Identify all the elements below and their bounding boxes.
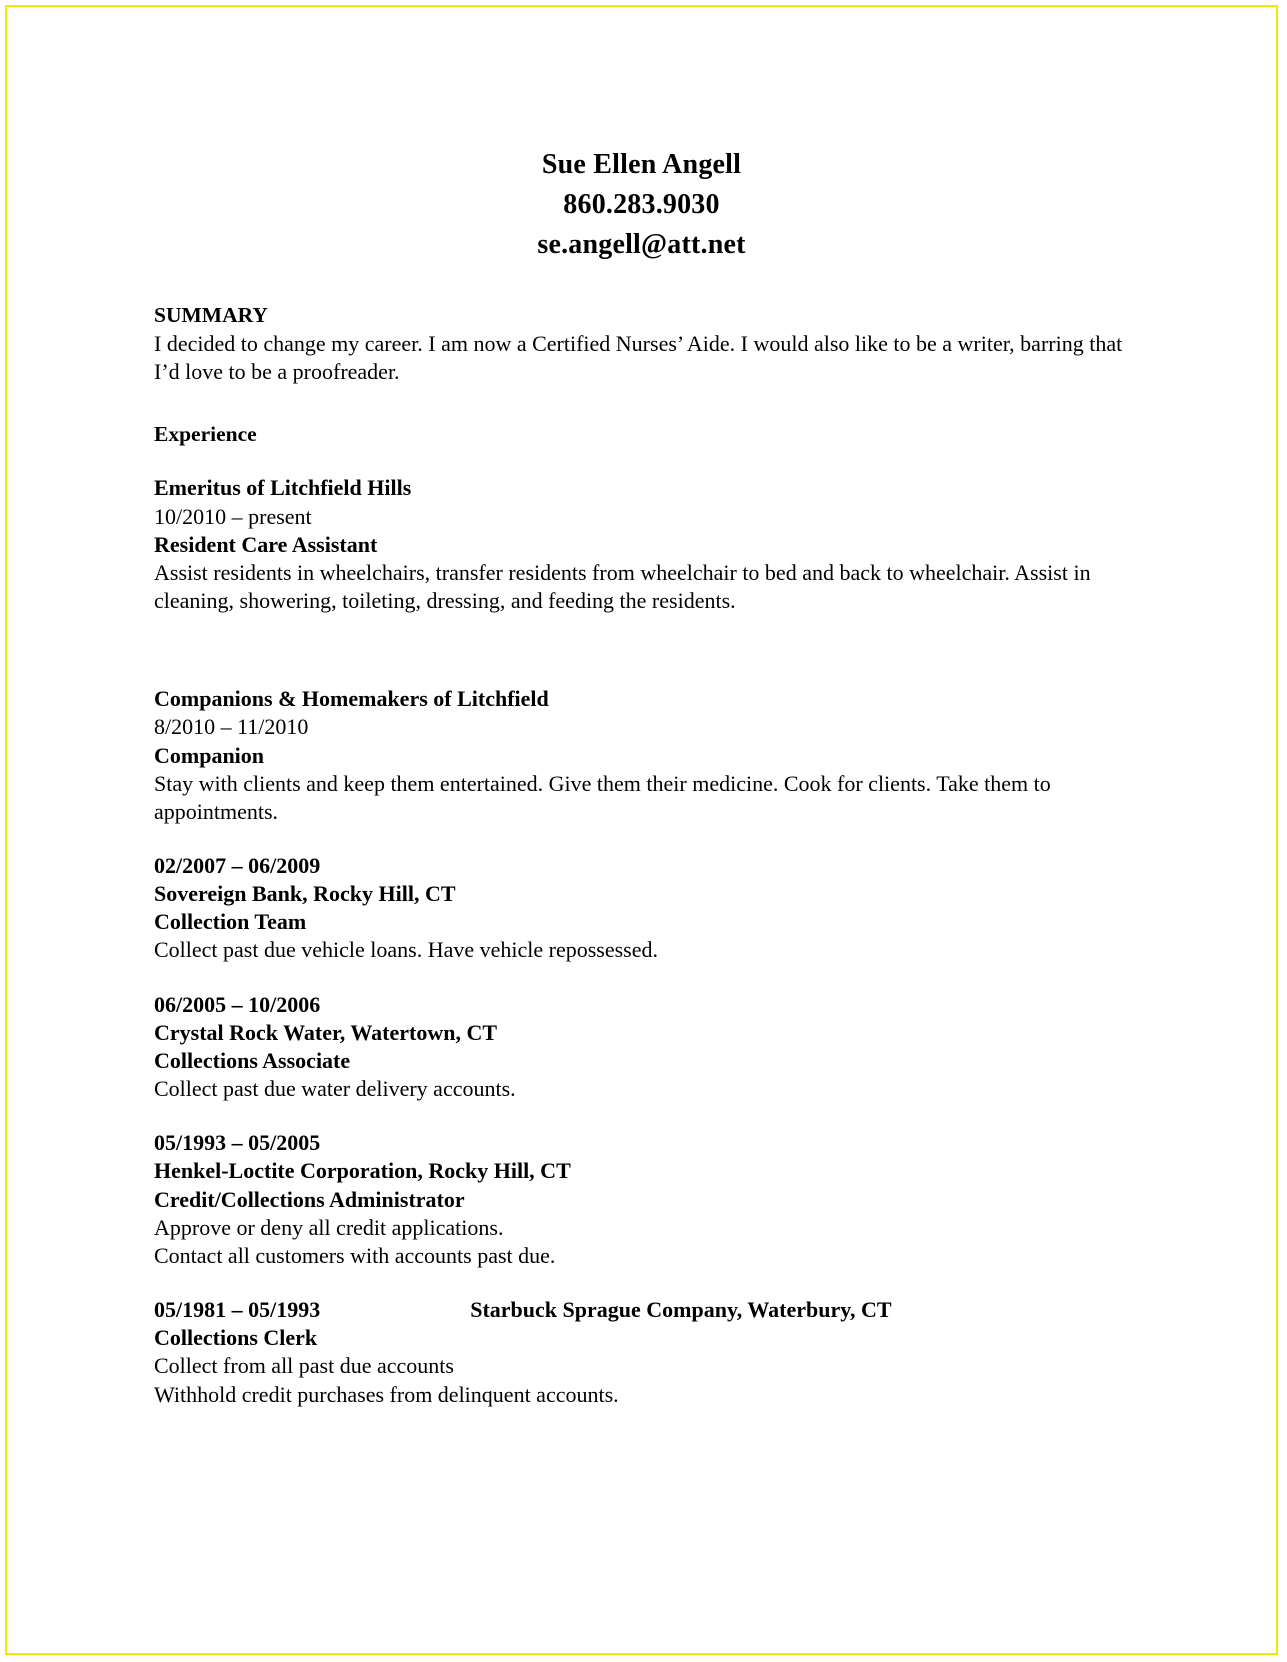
job-description: Approve or deny all credit applications. <box>154 1214 504 1240</box>
job-title: Resident Care Assistant <box>154 531 378 557</box>
job-employer: Starbuck Sprague Company, Waterbury, CT <box>470 1297 892 1323</box>
job-dates: 05/1981 – 05/1993 <box>154 1297 321 1323</box>
job-description: Assist residents in wheelchairs, transfer residents from wheelchair to bed and back to wheelchair. Assist in cleaning, showering, toileting, dressing, and feeding the residents. <box>154 559 1091 614</box>
spacer <box>154 965 1129 991</box>
job-dates-employer-row <box>154 1296 1129 1324</box>
job-description: Stay with clients and keep them entertained. Give them their medicine. Cook for clients. Take them to appointments. <box>154 770 1051 824</box>
experience-heading: Experience <box>154 421 257 446</box>
spacer <box>154 448 1129 474</box>
spacer <box>154 1103 1129 1129</box>
job-dates: 05/1993 – 05/2005 <box>154 1130 321 1156</box>
job-description-extra: Withhold credit purchases from delinquent accounts. <box>154 1381 619 1407</box>
job-employer: Crystal Rock Water, Watertown, CT <box>154 1019 498 1045</box>
resume-document <box>154 145 1129 1409</box>
job-title: Collection Team <box>154 909 307 935</box>
spacer <box>154 615 1129 685</box>
job-employer: Henkel-Loctite Corporation, Rocky Hill, CT <box>154 1158 571 1184</box>
job-title: Companion <box>154 742 265 768</box>
job-employer: Companions & Homemakers of Litchfield <box>154 686 549 712</box>
job-entry-6 <box>154 1296 1129 1409</box>
document-sheet <box>29 25 1254 1635</box>
job-entry-2 <box>154 685 1129 826</box>
job-entry-1 <box>154 474 1129 615</box>
job-entry-4 <box>154 991 1129 1104</box>
candidate-name: Sue Ellen Angell <box>541 149 742 180</box>
candidate-phone: 860.283.9030 <box>563 188 720 220</box>
job-description-extra: Contact all customers with accounts past due. <box>154 1242 556 1268</box>
job-employer: Emeritus of Litchfield Hills <box>154 475 412 501</box>
job-entry-5 <box>154 1129 1129 1270</box>
job-dates: 10/2010 – present <box>154 503 312 529</box>
spacer <box>154 1270 1129 1296</box>
resume-header <box>154 145 1129 264</box>
page-border <box>5 5 1278 1655</box>
job-dates: 8/2010 – 11/2010 <box>154 714 309 740</box>
job-title: Collections Associate <box>154 1047 351 1073</box>
spacer <box>154 387 1129 421</box>
job-description: Collect past due water delivery accounts. <box>154 1076 516 1102</box>
job-description: Collect past due vehicle loans. Have vehicle repossessed. <box>154 937 659 963</box>
summary-heading: SUMMARY <box>154 303 268 328</box>
summary-text: I decided to change my career. I am now a Certified Nurses’ Aide. I would also like to be a writer, barring that I’d love to be a proofreader. <box>154 331 1123 385</box>
job-title: Credit/Collections Administrator <box>154 1186 465 1212</box>
job-entry-3 <box>154 852 1129 965</box>
candidate-email: se.angell@att.net <box>537 228 746 260</box>
job-title: Collections Clerk <box>154 1325 318 1351</box>
job-dates: 02/2007 – 06/2009 <box>154 853 321 878</box>
job-description: Collect from all past due accounts <box>154 1353 454 1379</box>
job-dates: 06/2005 – 10/2006 <box>154 991 321 1017</box>
job-employer: Sovereign Bank, Rocky Hill, CT <box>154 881 456 907</box>
spacer <box>154 826 1129 852</box>
